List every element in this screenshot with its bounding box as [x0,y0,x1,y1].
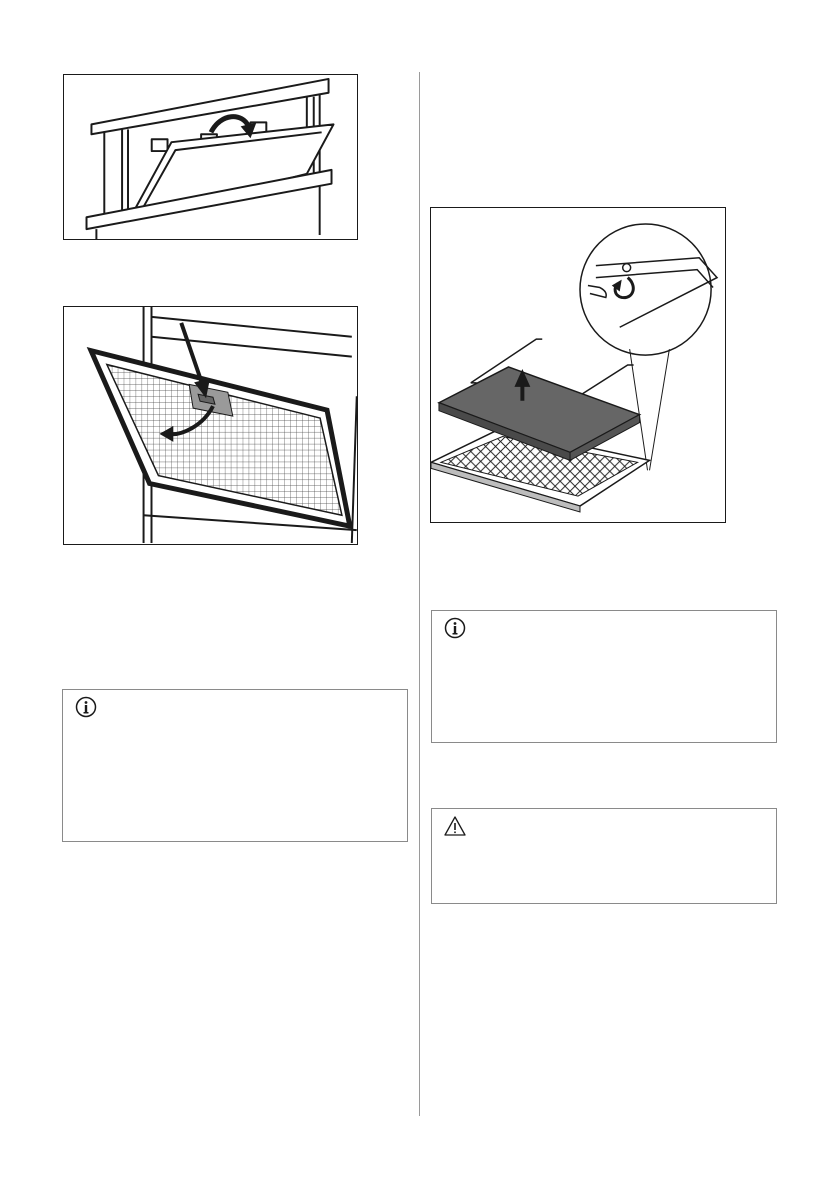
figure-carbon-filter [430,207,726,523]
carbon-filter-illustration [431,208,725,522]
info-note [62,689,408,842]
hood-panel-illustration [64,75,357,239]
warning-icon [444,815,466,837]
info-icon [444,617,466,639]
column-divider [419,72,420,1116]
figure-open-panel [63,74,358,240]
info-note [431,610,777,743]
warning-note [431,808,777,904]
grease-filter-illustration [64,307,357,544]
info-icon [75,696,97,718]
figure-remove-filter [63,306,358,545]
